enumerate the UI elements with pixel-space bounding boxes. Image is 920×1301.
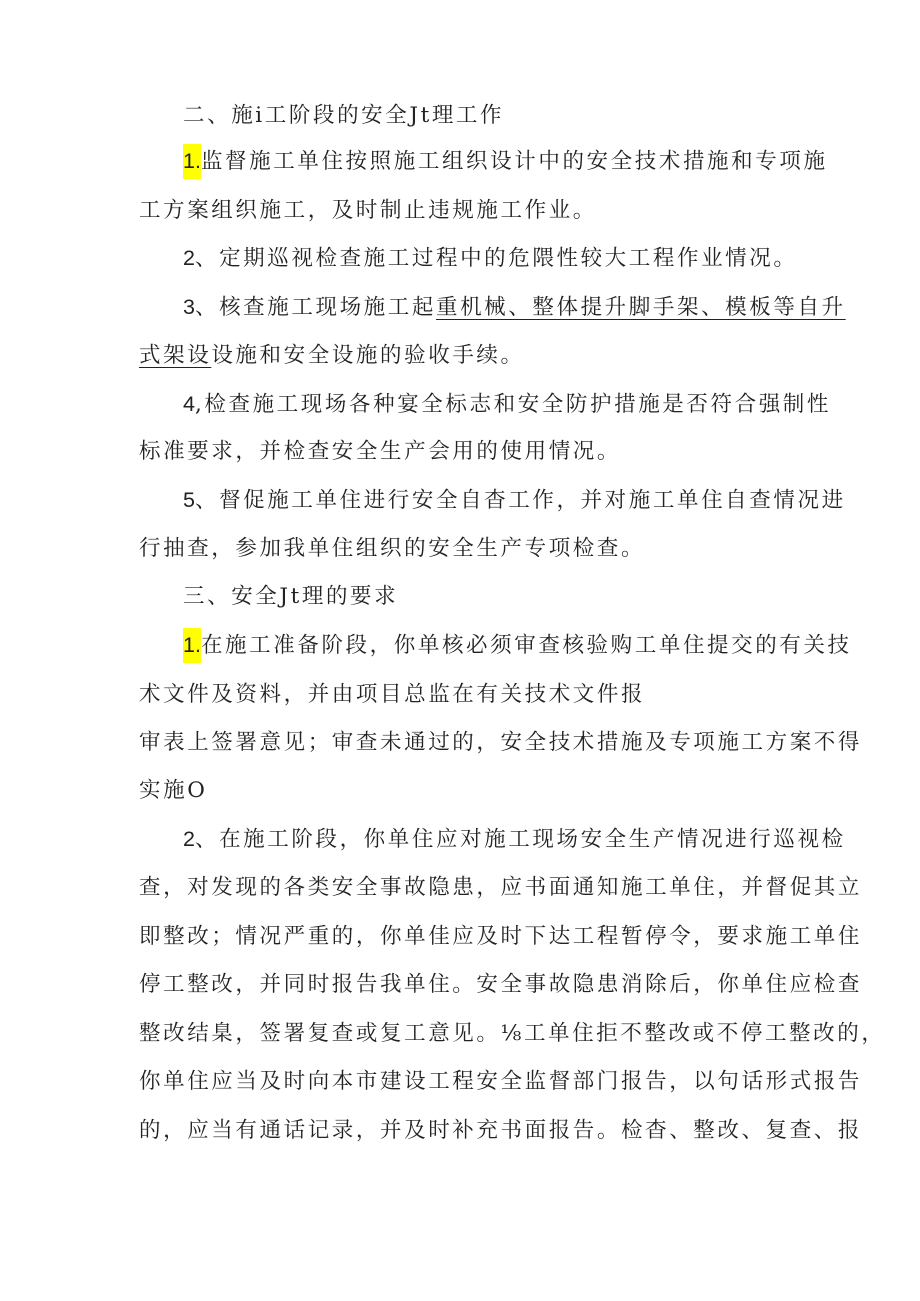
s2-item3-text-underlined: 重机械、整体提升脚手架、模板等自升	[435, 295, 846, 320]
section-two-heading: 二、施i工阶段的安全Jt理工作	[183, 103, 505, 128]
s3-item2-line1	[183, 829, 846, 851]
s3-item2-number: 2	[183, 827, 195, 851]
s2-item1-text: 监督施工单住按照施工组织设计中的安全技术措施和专项施	[200, 149, 828, 174]
s2-item2-number: 2	[183, 246, 195, 270]
s3-item1-number: 1.	[183, 628, 201, 663]
s3-item2-line6: 你单住应当及时向本市建设工程安全监督部门报告，以句话形式报告	[139, 1069, 863, 1094]
s2-item4-line2: 标准要求，并检查安全生产会用的使用情况。	[139, 439, 622, 464]
s2-item4-number: 4	[183, 392, 195, 416]
s3-item2-line5: 整改结臬，签署复查或复工意见。⅛工单住拒不整改或不停工整改的，	[139, 1021, 886, 1046]
s2-item3-line1	[183, 297, 846, 319]
section-three-heading: 三、安全Jt理的要求	[183, 584, 399, 609]
s2-item5-text: 、督促施工单住进行安全自杳工作，并对施工单住自查情况进	[194, 488, 846, 513]
s2-item1-number: 1.	[183, 144, 201, 179]
s2-item2-text: 、定期巡视检查施工过程中的危隈性较大工程作业情况。	[194, 246, 798, 271]
s3-item2-line7: 的，应当有通话记录，并及时补充书面报告。检杳、整改、复查、报	[139, 1118, 863, 1143]
s3-item2-text: 、在施工阶段，你单住应对施工现场安全生产情况进行巡视检	[194, 827, 846, 852]
s3-item2-line2: 查，对发现的各类安全事故隐患，应书面通知施工单住，并督促其立	[139, 875, 863, 900]
s2-item1-line1	[183, 151, 828, 173]
s2-item4-text: ,检查施工现场各种宴全标志和安全防护措施是否符合强制性	[194, 392, 832, 417]
s3-item1-line4: 实施O	[139, 778, 208, 803]
s2-item3-line2-underlined: 式架设	[139, 343, 212, 368]
s3-item1-line3: 审表上签署意见；审查未通过的，安全技术措施及专项施工方案不得	[139, 730, 863, 755]
s2-item1-line2: 工方案组织施工，及时制止违规施工作业。	[139, 198, 597, 223]
s3-item1-line1	[183, 635, 852, 657]
s3-item1-line2: 术文件及资料，并由项目总监在有关技术文件报	[139, 682, 646, 707]
s2-item3-line2-text: 设施和安全设施的验收手续。	[211, 343, 525, 368]
s2-item3-line2	[139, 345, 525, 367]
s2-item3-text-a: 、核查施工现场施工起	[194, 295, 436, 320]
s2-item5-line1	[183, 490, 846, 512]
s2-item5-number: 5	[183, 488, 195, 512]
s2-item2-line1	[183, 248, 797, 270]
s2-item3-number: 3	[183, 295, 195, 319]
s3-item2-line4: 停工整改，并同时报告我单住。安全事故隐患消除后，你单住应检查	[139, 972, 863, 997]
s2-item5-line2: 行抽查，参加我单住组织的安全生产专项检查。	[139, 536, 646, 561]
s2-item4-line1	[183, 394, 831, 416]
s3-item2-line3: 即整改；情况严重的，你单佳应及时下达工程暂停令，要求施工单住	[139, 924, 863, 949]
s3-item1-text: 在施工准备阶段，你单核必须审查核验购工单住提交的有关技	[200, 633, 852, 658]
